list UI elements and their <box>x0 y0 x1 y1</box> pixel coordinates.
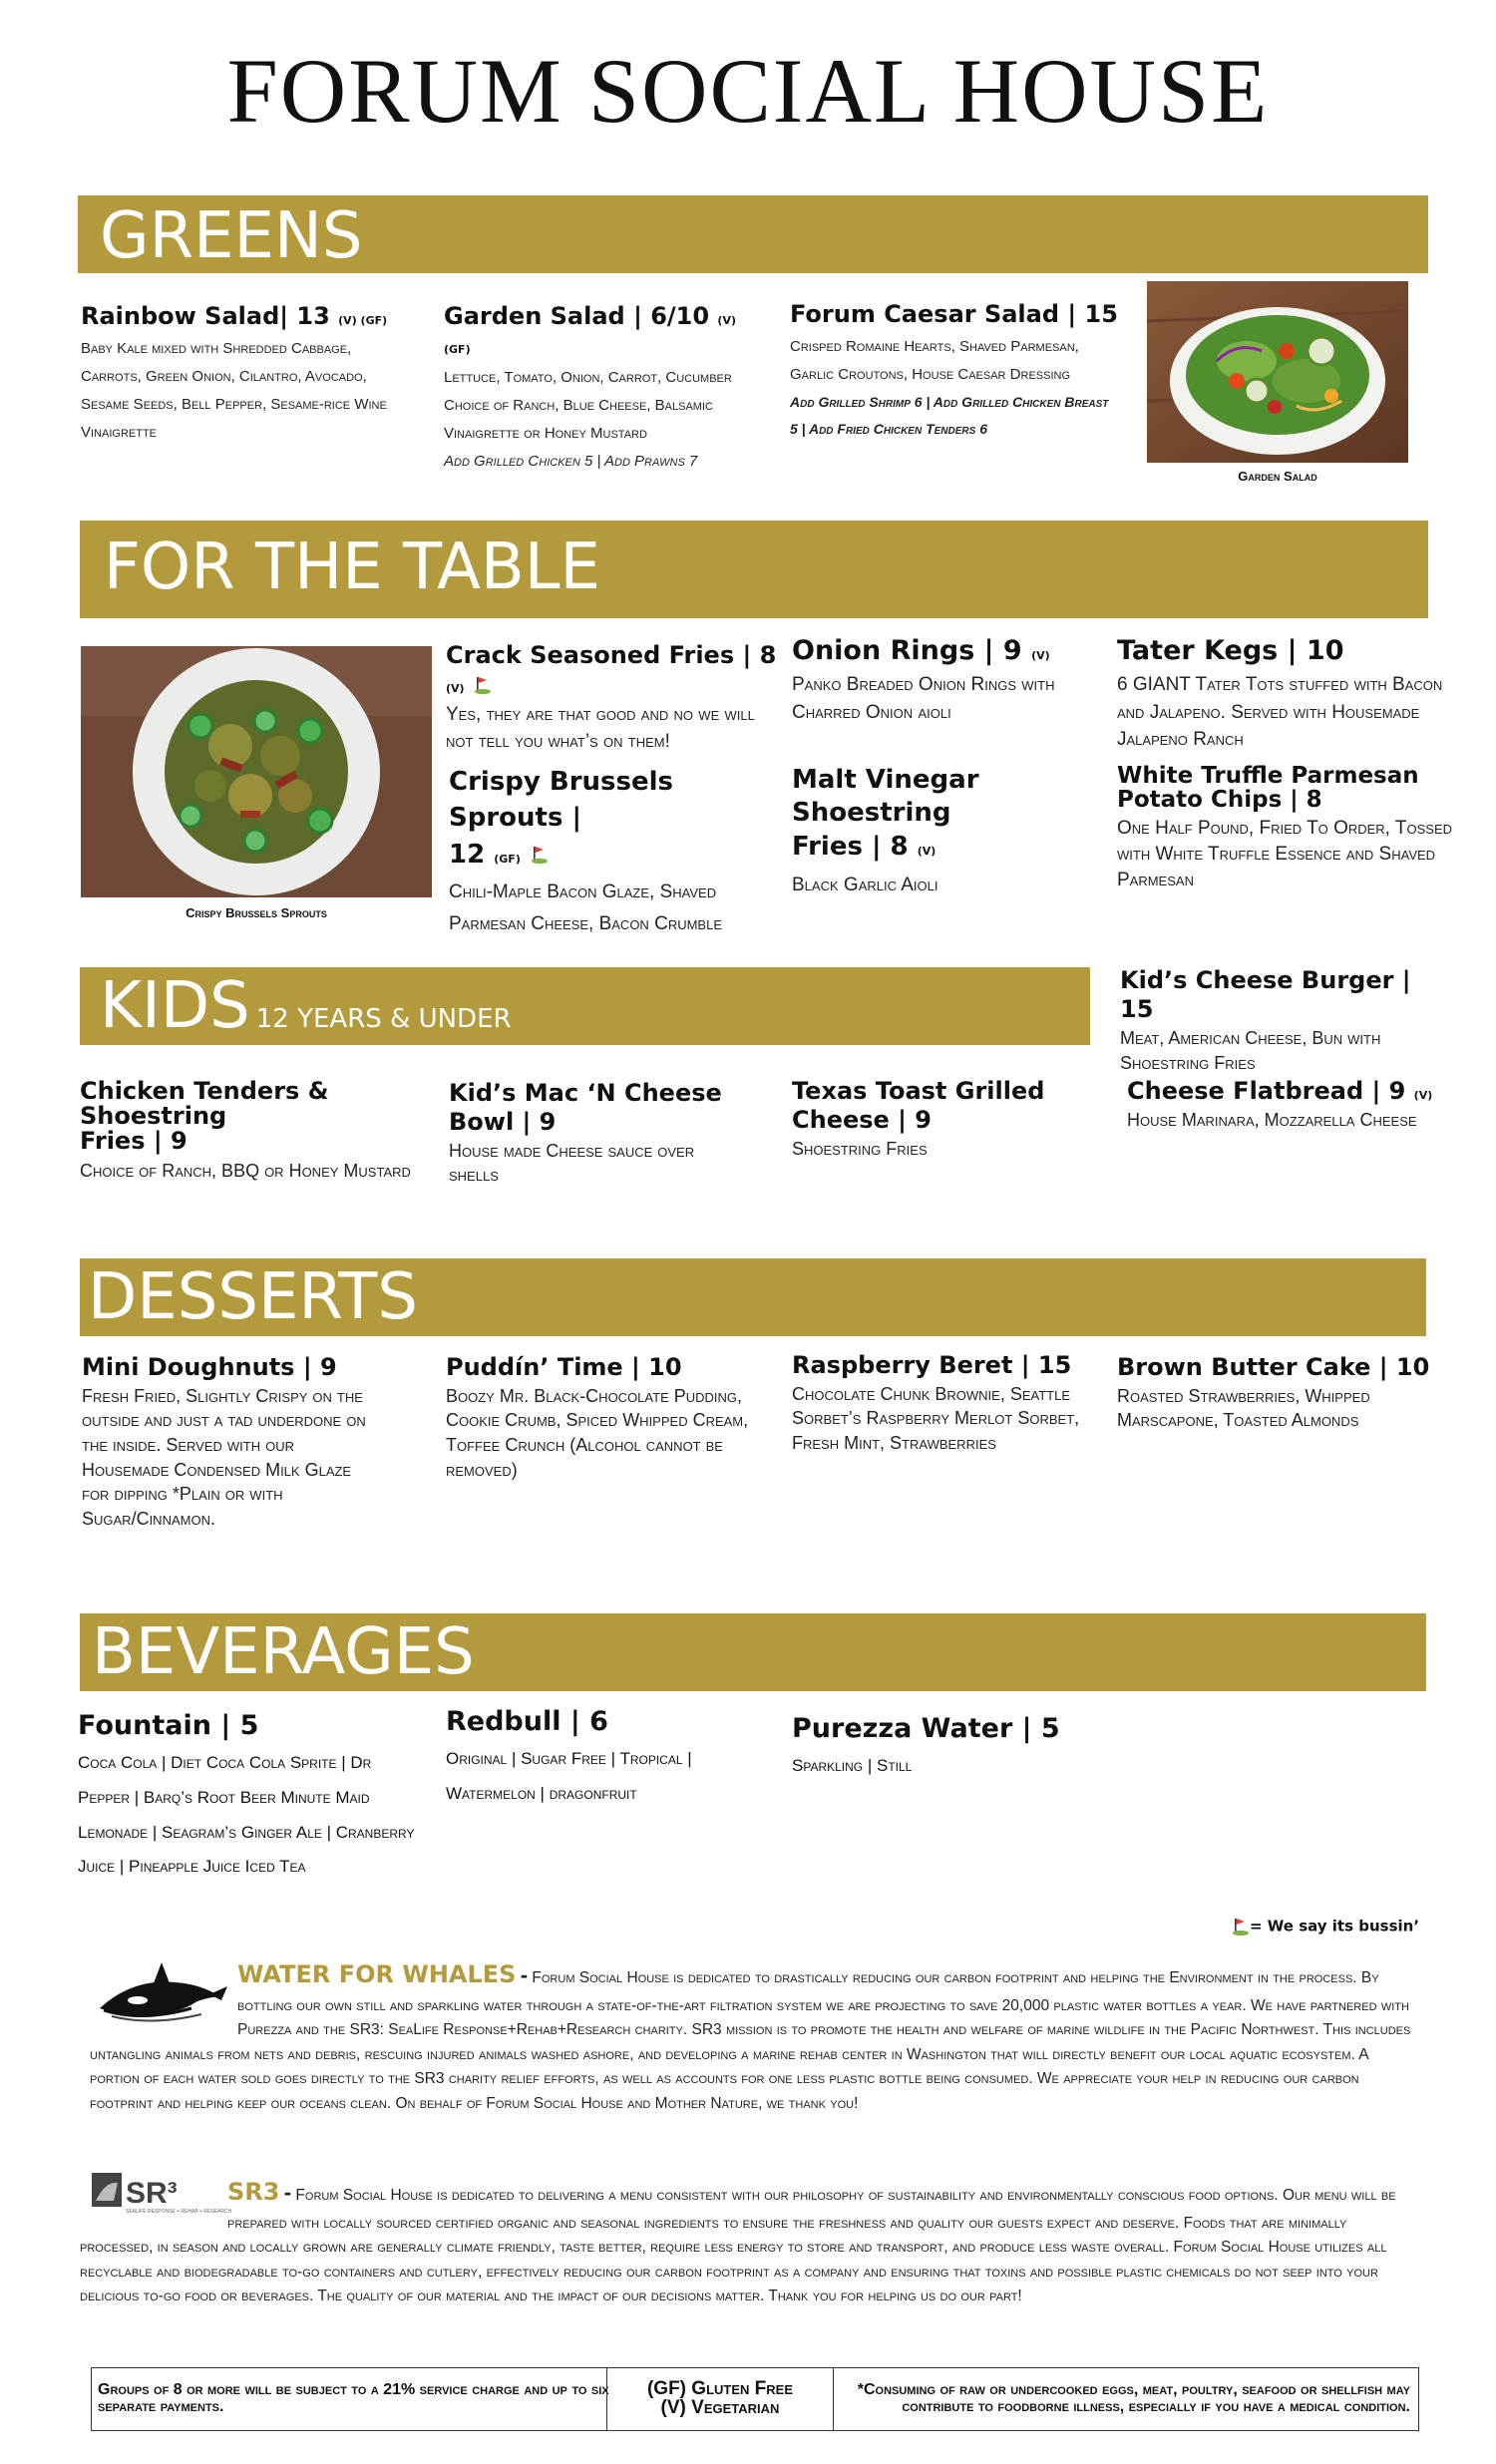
menu-item <box>792 635 1111 726</box>
kids-subheading: 12 YEARS & UNDER <box>255 1004 512 1034</box>
menu-item <box>449 764 778 941</box>
item-name: Purezza Water | 5 <box>792 1713 1060 1744</box>
kids-band <box>80 967 1090 1045</box>
sr3-logo-sub: SEALIFE RESPONSE + REHAB + RESEARCH <box>126 2209 232 2215</box>
item-name: Crispy Brussels Sprouts | <box>449 767 674 834</box>
item-price: | 13 <box>279 302 330 330</box>
item-name: Mini Doughnuts | 9 <box>82 1353 337 1381</box>
item-name: Forum Caesar Salad <box>790 300 1060 328</box>
menu-item <box>82 1353 411 1532</box>
item-addon: Add Grilled Chicken 5 | Add Prawns 7 <box>444 453 698 471</box>
table-band <box>80 521 1428 618</box>
item-desc: Roasted Strawberries, Whipped Marscapone, Toasted Almonds <box>1117 1385 1370 1431</box>
item-name-2: Potato Chips | 8 <box>1117 787 1322 814</box>
item-name: Cheese Flatbread | 9 <box>1127 1077 1406 1105</box>
footer-v: (V) Vegetarian <box>660 2397 780 2418</box>
menu-item <box>1117 635 1446 754</box>
item-name: Chicken Tenders & Shoestring <box>80 1077 329 1131</box>
item-desc: 6 GIANT Tater Tots stuffed with Bacon and Jalapeno. Served with Housemade Jalapeno Ranch <box>1117 674 1443 751</box>
menu-item <box>80 1079 439 1183</box>
item-tags: (V) <box>446 681 465 695</box>
whales-text: Forum Social House is dedicated to drastically reducing our carbon footprint and helping the Environment in the process. By bottling our own still and sparkling water through a state-of-the-art filtration system we are projecting to save 20,000 plastic water bottles a year. We have partnered with Purezza and the SR3: SeaLife Response+Rehab+Research charity. SR3 mission is to promote the health and welfare of marine wildlife in the Pacific Northwest. This includes untangling animals from nets and debris, rescuing injured animals washed ashore, and developing a marine rehab center in Washington that will directly benefit our local aquatic ecosystem. A portion of each water sold goes directly to the SR3 charity relief efforts, as well as accounts for one less plastic bottle being consumed. We appreciate your help in reducing our carbon footprint and helping keep our oceans clean. On behalf of Forum Social House and Mother Nature, we thank you! <box>90 1969 1411 2112</box>
item-desc: Meat, American Cheese, Bun with Shoestring Fries <box>1120 1027 1381 1073</box>
menu-item <box>790 300 1119 444</box>
menu-item <box>792 1351 1121 1456</box>
brussels-sprouts-caption: Crispy Brussels Sprouts <box>186 905 327 920</box>
item-name-2: 12 <box>449 839 486 870</box>
item-desc: Black Garlic Aioli <box>792 874 938 895</box>
item-name: Redbull | 6 <box>446 1706 608 1737</box>
item-desc: Yes, they are that good and no we will not tell you what’s on them! <box>446 703 755 753</box>
item-name: Crack Seasoned Fries | 8 <box>446 641 777 669</box>
greens-heading: GREENS <box>100 199 363 273</box>
menu-item <box>1120 966 1449 1076</box>
item-tags: (V) <box>917 844 936 858</box>
item-tags: (V) <box>1413 1089 1433 1102</box>
garden-salad-photo <box>1147 281 1408 463</box>
item-tags: (GF) <box>494 852 521 866</box>
footer-notice-box <box>91 2367 1419 2431</box>
kids-heading: KIDS <box>100 969 250 1043</box>
item-name: Fountain | 5 <box>78 1710 259 1741</box>
item-name: Texas Toast Grilled Cheese | 9 <box>792 1077 1045 1134</box>
footer-groups: Groups of 8 or more will be subject to a 21% service charge and up to six separate payments. <box>98 2381 609 2415</box>
menu-item <box>444 302 763 476</box>
menu-item <box>792 1713 1121 1783</box>
footer-consuming-cell <box>842 2368 1410 2430</box>
desserts-band <box>80 1258 1426 1336</box>
beverages-heading: BEVERAGES <box>92 1615 475 1689</box>
desserts-heading: DESSERTS <box>88 1260 418 1334</box>
item-desc: Coca Cola | Diet Coca Cola Sprite | Dr Pepper | Barq’s Root Beer Minute Maid Lemonade | Seagram’s Ginger Ale | Cranberry Juice | Pineapple Juice Iced Tea <box>78 1753 415 1877</box>
item-name: Malt Vinegar Shoestring <box>792 765 979 829</box>
golf-flag-icon <box>473 675 493 695</box>
golf-flag-icon <box>1232 1917 1250 1936</box>
footer-groups-cell <box>98 2368 692 2430</box>
menu-item <box>78 1710 427 1885</box>
restaurant-title: FORUM SOCIAL HOUSE <box>226 40 1270 142</box>
item-name-2: Fries | 8 <box>792 831 909 862</box>
item-desc: House made Cheese sauce over shells <box>449 1140 695 1185</box>
item-name: Raspberry Beret | 15 <box>792 1351 1072 1379</box>
menu-item <box>446 1706 775 1812</box>
item-addon: Add Grilled Shrimp 6 | Add Grilled Chicken Breast 5 | Add Fried Chicken Tenders 6 <box>790 394 1109 438</box>
menu-item <box>1117 764 1456 892</box>
item-name: Puddín’ Time | 10 <box>446 1353 682 1381</box>
sr3-paragraph <box>80 2174 1421 2309</box>
item-desc: Boozy Mr. Black-Chocolate Pudding, Cookie Crumb, Spiced Whipped Cream, Toffee Crunch (Alcohol cannot be removed) <box>446 1385 749 1480</box>
menu-item <box>81 302 410 448</box>
item-price: | 6/10 <box>633 302 710 330</box>
sr3-text: Forum Social House is dedicated to delivering a menu consistent with our philosophy of sustainability and environmentally conscious food options. Our menu will be prepared with locally sourced certified organic and seasonal ingredients to ensure the freshness and quality our guests expect and deserve. Foods that are minimally processed, in season and locally grown are generally climate friendly, taste better, require less energy to store and transport, and produce less waste overall. Forum Social House utilizes all recyclable and biodegradable to-go containers and cutlery, effectively reducing our carbon footprint as a company and ensuring that toxins and possible plastic chemicals do not seep into your delicious to-go food or beverages. The quality of our material and the impact of our decisions matter. Thank you for helping us do our part! <box>80 2187 1396 2305</box>
item-tags: (V) (GF) <box>338 314 388 327</box>
item-name: Tater Kegs | 10 <box>1117 635 1344 666</box>
greens-band <box>78 195 1428 273</box>
kids-heading-wrap <box>100 969 512 1043</box>
item-desc: Shoestring Fries <box>792 1138 928 1159</box>
item-desc: Original | Sugar Free | Tropical | Watermelon | dragonfruit <box>446 1749 692 1804</box>
beverages-band <box>80 1613 1426 1691</box>
item-desc: Chocolate Chunk Brownie, Seattle Sorbet’s Raspberry Merlot Sorbet, Fresh Mint, Strawberries <box>792 1383 1080 1454</box>
menu-item <box>446 1353 790 1482</box>
sr3-dash: - <box>283 2180 292 2205</box>
water-for-whales-paragraph <box>90 1956 1416 2116</box>
item-desc: Panko Breaded Onion Rings with Charred Onion aioli <box>792 674 1055 723</box>
item-name: White Truffle Parmesan <box>1117 763 1419 789</box>
garden-salad-caption: Garden Salad <box>1238 469 1317 484</box>
item-desc: Chili-Maple Bacon Glaze, Shaved Parmesan Cheese, Bacon Crumble <box>449 881 723 935</box>
sr3-title: SR3 <box>227 2178 280 2206</box>
menu-item <box>792 764 1111 898</box>
item-desc: One Half Pound, Fried To Order, Tossed with White Truffle Essence and Shaved Parmesan <box>1117 818 1453 890</box>
item-name: Rainbow Salad <box>81 302 280 330</box>
item-name: Brown Butter Cake | 10 <box>1117 1353 1430 1381</box>
menu-item <box>1117 1353 1446 1433</box>
whales-dash: - <box>520 1962 529 1987</box>
item-name: Garden Salad <box>444 302 625 330</box>
item-desc: Lettuce, Tomato, Onion, Carrot, Cucumber Choice of Ranch, Blue Cheese, Balsamic Vinaigrette or Honey Mustard <box>444 368 732 442</box>
sr3-logo-text: SR³ <box>126 2177 178 2210</box>
footer-tags-cell <box>606 2368 834 2430</box>
item-name: Kid’s Cheese Burger | 15 <box>1120 966 1411 1023</box>
item-desc: Fresh Fried, Slightly Crispy on the outside and just a tad underdone on the inside. Served with our Housemade Condensed Milk Glaze for dipping *Plain or with Sugar/Cinnamon. <box>82 1385 366 1530</box>
brussels-sprouts-photo <box>81 646 432 897</box>
item-tags: (V) (GF) <box>444 314 736 356</box>
menu-item <box>792 1077 1121 1161</box>
bussin-legend <box>1232 1917 1419 1936</box>
menu-item <box>449 1079 778 1187</box>
item-name: Onion Rings | 9 <box>792 635 1022 666</box>
menu-item <box>1127 1077 1446 1132</box>
item-desc: Choice of Ranch, BBQ or Honey Mustard <box>80 1160 411 1181</box>
item-tags: (V) <box>1031 649 1050 662</box>
menu-item <box>446 641 785 756</box>
table-heading: FOR THE TABLE <box>104 530 600 604</box>
golf-flag-icon <box>530 845 550 865</box>
item-price: | 15 <box>1067 300 1118 328</box>
item-desc: Sparkling | Still <box>792 1756 913 1776</box>
item-desc: Crisped Romaine Hearts, Shaved Parmesan, Garlic Croutons, House Caesar Dressing <box>790 337 1079 383</box>
item-desc: Baby Kale mixed with Shredded Cabbage, Carrots, Green Onion, Cilantro, Avocado, Sesame Seeds, Bell Pepper, Sesame-rice Wine Vinaigrette <box>81 339 387 442</box>
footer-gf: (GF) Gluten Free <box>646 2378 794 2400</box>
item-name: Kid’s Mac ‘N Cheese Bowl | 9 <box>449 1079 722 1136</box>
whales-title: WATER FOR WHALES <box>237 1960 517 1988</box>
item-name-2: Fries | 9 <box>80 1127 187 1156</box>
item-desc: House Marinara, Mozzarella Cheese <box>1127 1109 1417 1130</box>
footer-consuming: *Consuming of raw or undercooked eggs, meat, poultry, seafood or shellfish may contribute to foodborne illness, especially if you have a medical condition. <box>857 2381 1410 2415</box>
legend-text: = We say its bussin’ <box>1250 1917 1420 1936</box>
